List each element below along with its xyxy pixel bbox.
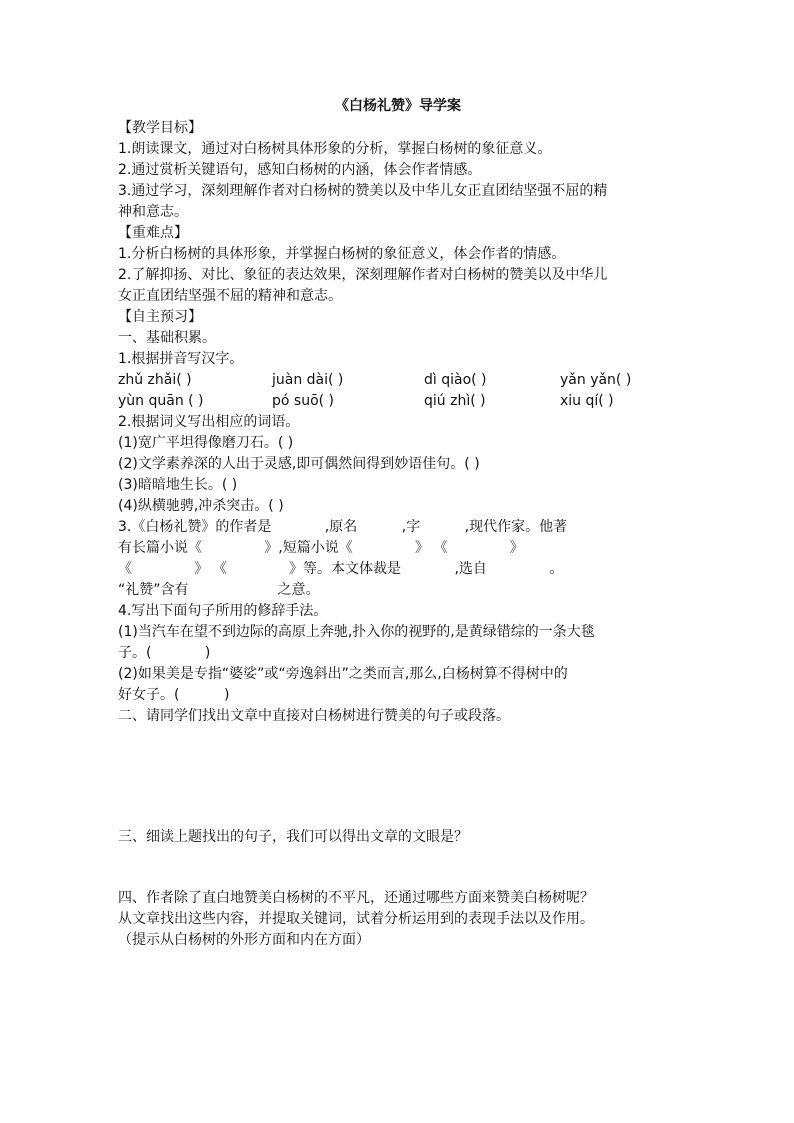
pinyin-row <box>118 391 678 412</box>
section-4-hint: （提示从白杨树的外形方面和内在方面） <box>118 932 370 948</box>
pinyin-item: qiú zhì( ) <box>424 393 486 409</box>
section-4-line: 四、作者除了直白地赞美白杨树的不平凡，还通过哪些方面来赞美白杨树呢？ <box>118 890 594 906</box>
question-3-line: 《 》 《 》等。本文体裁是 ,选自 。 <box>118 561 564 577</box>
pinyin-item: zhǔ zhǎi( ) <box>118 372 192 388</box>
question-2-item: (4)纵横驰骋,冲杀突击。( ) <box>118 498 284 514</box>
pinyin-item: yùn quān ( ) <box>118 393 204 409</box>
objectives-heading: 【教学目标】 <box>118 120 202 136</box>
section-3-title: 三、细读上题找出的句子，我们可以得出文章的文眼是？ <box>118 829 468 845</box>
section-2-title: 二、请同学们找出文章中直接对白杨树进行赞美的句子或段落。 <box>118 708 510 724</box>
pinyin-item: dì qiào( ) <box>424 372 487 388</box>
answer-space <box>118 727 678 827</box>
section-4-line: 从文章找出这些内容，并提取关键词，试着分析运用到的表现手法以及作用。 <box>118 911 594 927</box>
question-2-item: (2)文学素养深的人出于灵感,即可偶然间得到妙语佳句。( ) <box>118 456 480 472</box>
question-1: 1.根据拼音写汉字。 <box>118 351 244 367</box>
page-title: 《白杨礼赞》导学案 <box>335 98 461 114</box>
pinyin-row <box>118 370 678 391</box>
objective-item: 2.通过赏析关键语句，感知白杨树的内涵，体会作者情感。 <box>118 162 482 178</box>
objective-item: 3.通过学习，深刻理解作者对白杨树的赞美以及中华儿女正直团结坚强不屈的精 <box>118 183 608 199</box>
pinyin-item: pó suō( ) <box>272 393 335 409</box>
question-4-item: 好女子。( ) <box>118 687 230 703</box>
question-4: 4.写出下面句子所用的修辞手法。 <box>118 603 328 619</box>
key-point-item: 1.分析白杨树的具体形象，并掌握白杨树的象征意义，体会作者的情感。 <box>118 246 566 262</box>
key-points-heading: 【重难点】 <box>118 225 188 241</box>
question-3-line: 有长篇小说《 》,短篇小说《 》 《 》 <box>118 540 524 556</box>
key-point-item: 女正直团结坚强不屈的精神和意志。 <box>118 288 342 304</box>
pinyin-item: xiu qí( ) <box>560 393 614 409</box>
question-3-line: “礼赞”含有 之意。 <box>118 582 320 598</box>
question-4-item: (1)当汽车在望不到边际的高原上奔驰,扑入你的视野的,是黄绿错综的一条大毯 <box>118 624 595 640</box>
pinyin-item: yǎn yǎn( ) <box>560 372 632 388</box>
pinyin-item: juàn dài( ) <box>272 372 344 388</box>
objective-item: 1.朗读课文，通过对白杨树具体形象的分析，掌握白杨树的象征意义。 <box>118 141 552 157</box>
question-2: 2.根据词义写出相应的词语。 <box>118 414 300 430</box>
question-2-item: (3)暗暗地生长。( ) <box>118 477 238 493</box>
key-point-item: 2.了解抑扬、对比、象征的表达效果，深刻理解作者对白杨树的赞美以及中华儿 <box>118 267 608 283</box>
preview-heading: 【自主预习】 <box>118 309 202 325</box>
question-4-item: (2)如果美是专指“婆娑”或“旁逸斜出”之类而言,那么,白杨树算不得树中的 <box>118 666 568 682</box>
question-2-item: (1)宽广平坦得像磨刀石。( ) <box>118 435 294 451</box>
question-3-line: 3.《白杨礼赞》的作者是 ,原名 ,字 ,现代作家。他著 <box>118 519 568 535</box>
question-4-item: 子。( ) <box>118 645 211 661</box>
worksheet-page <box>118 96 678 951</box>
answer-space <box>118 848 678 888</box>
section-1-title: 一、基础积累。 <box>118 330 216 346</box>
objective-item: 神和意志。 <box>118 204 188 220</box>
